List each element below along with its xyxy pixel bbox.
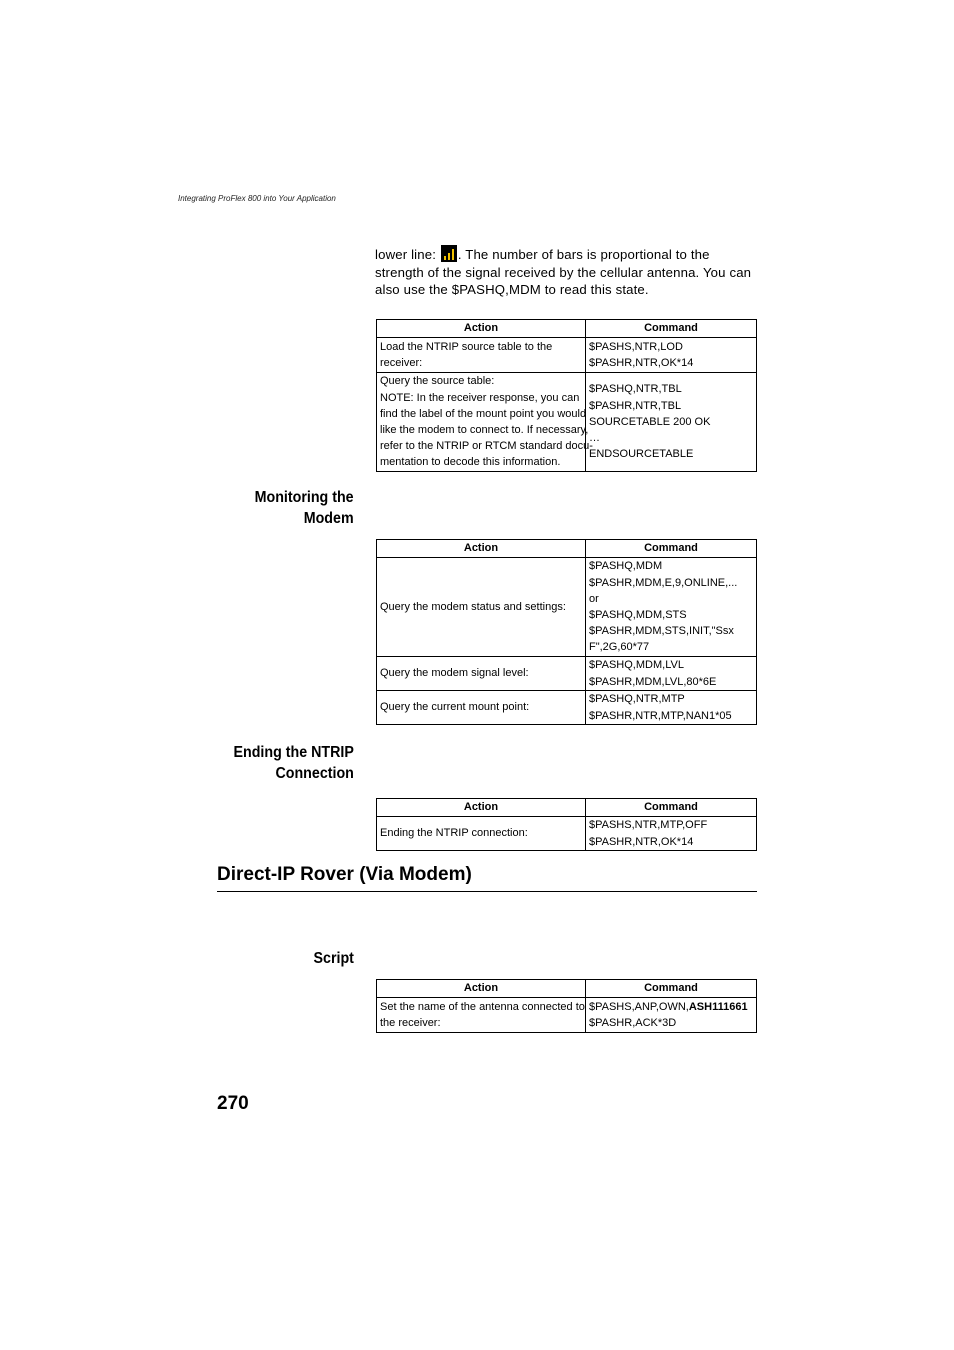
cell-text: Query the modem status and settings:	[380, 600, 566, 613]
cell-text	[589, 999, 753, 1015]
table-row	[377, 338, 757, 373]
table-header-row	[377, 799, 757, 817]
antenna-name: ASH111661	[688, 1000, 748, 1013]
running-header: Integrating ProFlex 800 into Your Application	[178, 194, 336, 203]
cell-text: …	[589, 432, 600, 445]
cell-text: $PASHQ,NTR,TBL	[589, 383, 682, 396]
source-table-commands	[376, 319, 757, 472]
action-cell	[377, 691, 586, 725]
cell-text: Load the NTRIP source table to the	[380, 340, 553, 353]
table-row	[377, 817, 757, 851]
cell-text: $PASHR,NTR,OK*14	[589, 835, 694, 848]
cell-text: mentation to decode this information.	[380, 456, 561, 469]
heading-line: Modem	[304, 510, 354, 527]
cell-text: ENDSOURCETABLE	[589, 448, 694, 461]
cell-text: find the label of the mount point you would	[380, 407, 587, 420]
cell-text: $PASHR,ACK*3D	[589, 1017, 677, 1029]
ending-ntrip-commands	[376, 798, 757, 851]
cell-text: $PASHR,NTR,MTP,NAN1*05	[589, 709, 732, 722]
command-cell	[586, 338, 757, 373]
cell-text: Query the modem signal level:	[380, 667, 529, 680]
cell-text: like the modem to connect to. If necessary,	[380, 424, 589, 436]
cell-text: $PASHQ,MDM,STS	[589, 609, 687, 621]
heading-line: Ending the NTRIP	[233, 744, 354, 761]
intro-text-start: lower line:	[375, 247, 440, 262]
command-cell	[586, 373, 757, 472]
table-header-row	[377, 320, 757, 338]
cell-text: $PASHQ,MDM	[589, 560, 663, 573]
cell-text: NOTE: In the receiver response, you can	[380, 391, 580, 404]
page-number: 270	[217, 1093, 249, 1114]
command-cell	[586, 657, 757, 691]
heading-line: Monitoring the	[254, 489, 354, 506]
heading-script: Script	[313, 950, 354, 967]
cell-text: $PASHR,MDM,E,9,ONLINE,...	[589, 576, 738, 589]
command-column-header: Command	[586, 540, 757, 558]
cell-text: or	[589, 592, 599, 605]
action-cell	[377, 373, 593, 472]
command-column-header: Command	[586, 980, 757, 998]
command-cell	[586, 558, 757, 657]
action-column-header: Action	[377, 980, 586, 998]
heading-ending-the-ntrip-connection	[234, 742, 354, 784]
table-row	[377, 657, 757, 691]
heading-line: Connection	[275, 765, 354, 782]
command-prefix: $PASHS,ANP,OWN,	[589, 1000, 689, 1013]
cell-text: $PASHS,NTR,LOD	[589, 340, 683, 353]
cell-text: $PASHR,MDM,LVL,80*6E	[589, 675, 717, 688]
signal-bars-icon	[441, 245, 457, 262]
cell-text: Query the source table:	[380, 375, 495, 388]
command-column-header: Command	[586, 320, 757, 338]
cell-text: Set the name of the antenna connected to	[380, 1000, 585, 1013]
action-column-header: Action	[377, 540, 586, 558]
table-row	[377, 373, 757, 472]
cell-text: $PASHR,MDM,STS,INIT,"Ssx	[589, 625, 734, 638]
cell-text: Query the current mount point:	[380, 701, 530, 714]
cell-text: SOURCETABLE 200 OK	[589, 415, 711, 428]
command-cell	[586, 817, 757, 851]
table-row	[377, 998, 757, 1033]
table-row	[377, 691, 757, 725]
cell-text: the receiver:	[380, 1017, 441, 1029]
cell-text: $PASHQ,NTR,MTP	[589, 693, 685, 706]
cell-text: F",2G,60*77	[589, 641, 650, 654]
cell-text: Ending the NTRIP connection:	[380, 827, 528, 840]
action-cell	[377, 998, 586, 1033]
cell-text: receiver:	[380, 357, 423, 369]
intro-paragraph	[375, 245, 760, 299]
action-column-header: Action	[377, 320, 586, 338]
section-title: Direct-IP Rover (Via Modem)	[217, 864, 757, 892]
command-cell	[586, 998, 757, 1033]
table-header-row	[377, 540, 757, 558]
table-header-row	[377, 980, 757, 998]
command-cell	[586, 691, 757, 725]
action-cell	[377, 338, 586, 373]
script-commands	[376, 979, 757, 1033]
cell-text: $PASHQ,MDM,LVL	[589, 659, 684, 672]
heading-monitoring-the-modem	[255, 487, 354, 529]
table-row	[377, 558, 757, 657]
intro-text-end: . The number of bars is proportional to the strength of the signal received by the cellular antenna. You can also use the $PASHQ,MDM to read this state.	[375, 247, 752, 297]
cell-text: refer to the NTRIP or RTCM standard docu-	[380, 440, 593, 453]
cell-text: $PASHR,NTR,OK*14	[589, 357, 694, 369]
action-cell	[377, 657, 586, 691]
cell-text: $PASHR,NTR,TBL	[589, 399, 682, 412]
action-cell	[377, 817, 586, 851]
action-column-header: Action	[377, 799, 586, 817]
cell-text: $PASHS,NTR,MTP,OFF	[589, 819, 708, 832]
command-column-header: Command	[586, 799, 757, 817]
action-cell	[377, 558, 586, 657]
monitoring-modem-commands	[376, 539, 757, 725]
